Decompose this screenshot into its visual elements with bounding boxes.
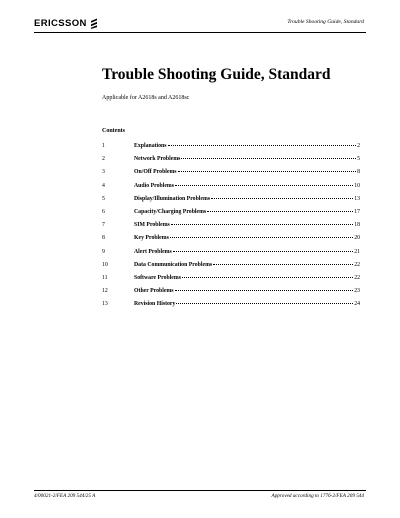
toc-entry[interactable] xyxy=(102,288,360,301)
toc-entry[interactable] xyxy=(102,301,360,314)
toc-entry-page: 21 xyxy=(354,248,360,255)
toc-entry[interactable] xyxy=(102,275,360,288)
contents-heading: Contents xyxy=(102,128,126,134)
toc-entry-label: Network Problems xyxy=(134,156,181,163)
toc-entry-page: 13 xyxy=(354,195,360,202)
toc-dot-leader xyxy=(170,237,353,238)
toc-entry-number: 3 xyxy=(102,169,105,176)
toc-dot-leader xyxy=(181,158,356,159)
toc-entry[interactable] xyxy=(102,156,360,169)
toc-entry-number: 4 xyxy=(102,182,105,189)
table-of-contents xyxy=(102,143,360,314)
toc-entry-label: Software Problems xyxy=(134,274,181,281)
toc-entry-page: 22 xyxy=(354,261,360,268)
ericsson-logo-icon xyxy=(91,18,97,29)
document-number: 4/00021-2/FEA 209 544/25 A xyxy=(34,493,96,499)
toc-entry-label: Capacity/Charging Problems xyxy=(134,208,207,215)
toc-dot-leader xyxy=(213,264,353,265)
toc-entry[interactable] xyxy=(102,143,360,156)
toc-entry-number: 1 xyxy=(102,143,105,149)
toc-entry-page: 17 xyxy=(354,208,360,215)
toc-entry-label: Audio Problems xyxy=(134,182,174,189)
toc-entry-page: 23 xyxy=(354,288,360,295)
toc-dot-leader xyxy=(175,290,354,291)
toc-entry-page: 22 xyxy=(354,274,360,281)
toc-entry-label: Key Problems xyxy=(134,235,169,242)
toc-entry[interactable] xyxy=(102,169,360,182)
toc-dot-leader xyxy=(182,277,353,278)
toc-entry-number: 11 xyxy=(102,274,108,281)
ericsson-logo xyxy=(34,18,97,29)
toc-dot-leader xyxy=(207,211,353,212)
toc-entry-number: 9 xyxy=(102,248,105,255)
toc-dot-leader xyxy=(168,145,357,146)
toc-entry-label: SIM Problems xyxy=(134,222,170,229)
toc-entry-label: Data Communication Problems xyxy=(134,261,213,268)
toc-entry[interactable] xyxy=(102,196,360,209)
toc-entry-label: Explanations xyxy=(134,143,167,149)
running-header-title: Trouble Shooting Guide, Standard xyxy=(287,19,364,25)
toc-entry-label: Alert Problems xyxy=(134,248,172,255)
toc-entry-label: Other Problems xyxy=(134,288,174,295)
toc-dot-leader xyxy=(176,303,353,304)
toc-entry-page: 8 xyxy=(357,169,360,176)
document-title: Trouble Shooting Guide, Standard xyxy=(102,66,331,83)
document-subtitle: Applicable for A2618s and A2618sc xyxy=(102,95,190,101)
toc-entry-label: Revision History xyxy=(134,301,176,308)
toc-entry-number: 13 xyxy=(102,301,108,308)
header-rule xyxy=(34,32,366,33)
toc-entry-number: 10 xyxy=(102,261,108,268)
toc-entry-page: 2 xyxy=(357,143,360,149)
toc-dot-leader xyxy=(178,171,357,172)
toc-entry[interactable] xyxy=(102,235,360,248)
toc-entry-number: 8 xyxy=(102,235,105,242)
toc-entry-number: 7 xyxy=(102,222,105,229)
toc-entry-page: 18 xyxy=(354,222,360,229)
toc-dot-leader xyxy=(171,224,353,225)
toc-entry[interactable] xyxy=(102,262,360,275)
toc-entry-number: 12 xyxy=(102,288,108,295)
toc-entry-number: 6 xyxy=(102,208,105,215)
toc-entry[interactable] xyxy=(102,222,360,235)
toc-entry[interactable] xyxy=(102,183,360,196)
toc-entry-number: 5 xyxy=(102,195,105,202)
toc-entry[interactable] xyxy=(102,209,360,222)
toc-dot-leader xyxy=(175,185,353,186)
toc-dot-leader xyxy=(173,251,353,252)
toc-entry-page: 5 xyxy=(357,156,360,163)
toc-dot-leader xyxy=(211,198,353,199)
toc-entry[interactable] xyxy=(102,249,360,262)
footer-rule xyxy=(34,490,366,491)
logo-text: ERICSSON xyxy=(34,18,87,29)
toc-entry-page: 24 xyxy=(354,301,360,308)
toc-entry-label: Display/Illumination Problems xyxy=(134,195,211,202)
toc-entry-page: 20 xyxy=(354,235,360,242)
toc-entry-label: On/Off Problems xyxy=(134,169,177,176)
toc-entry-number: 2 xyxy=(102,156,105,163)
approval-note: Approved according to 1776-2/FEA 209 544 xyxy=(271,493,364,499)
toc-entry-page: 10 xyxy=(354,182,360,189)
